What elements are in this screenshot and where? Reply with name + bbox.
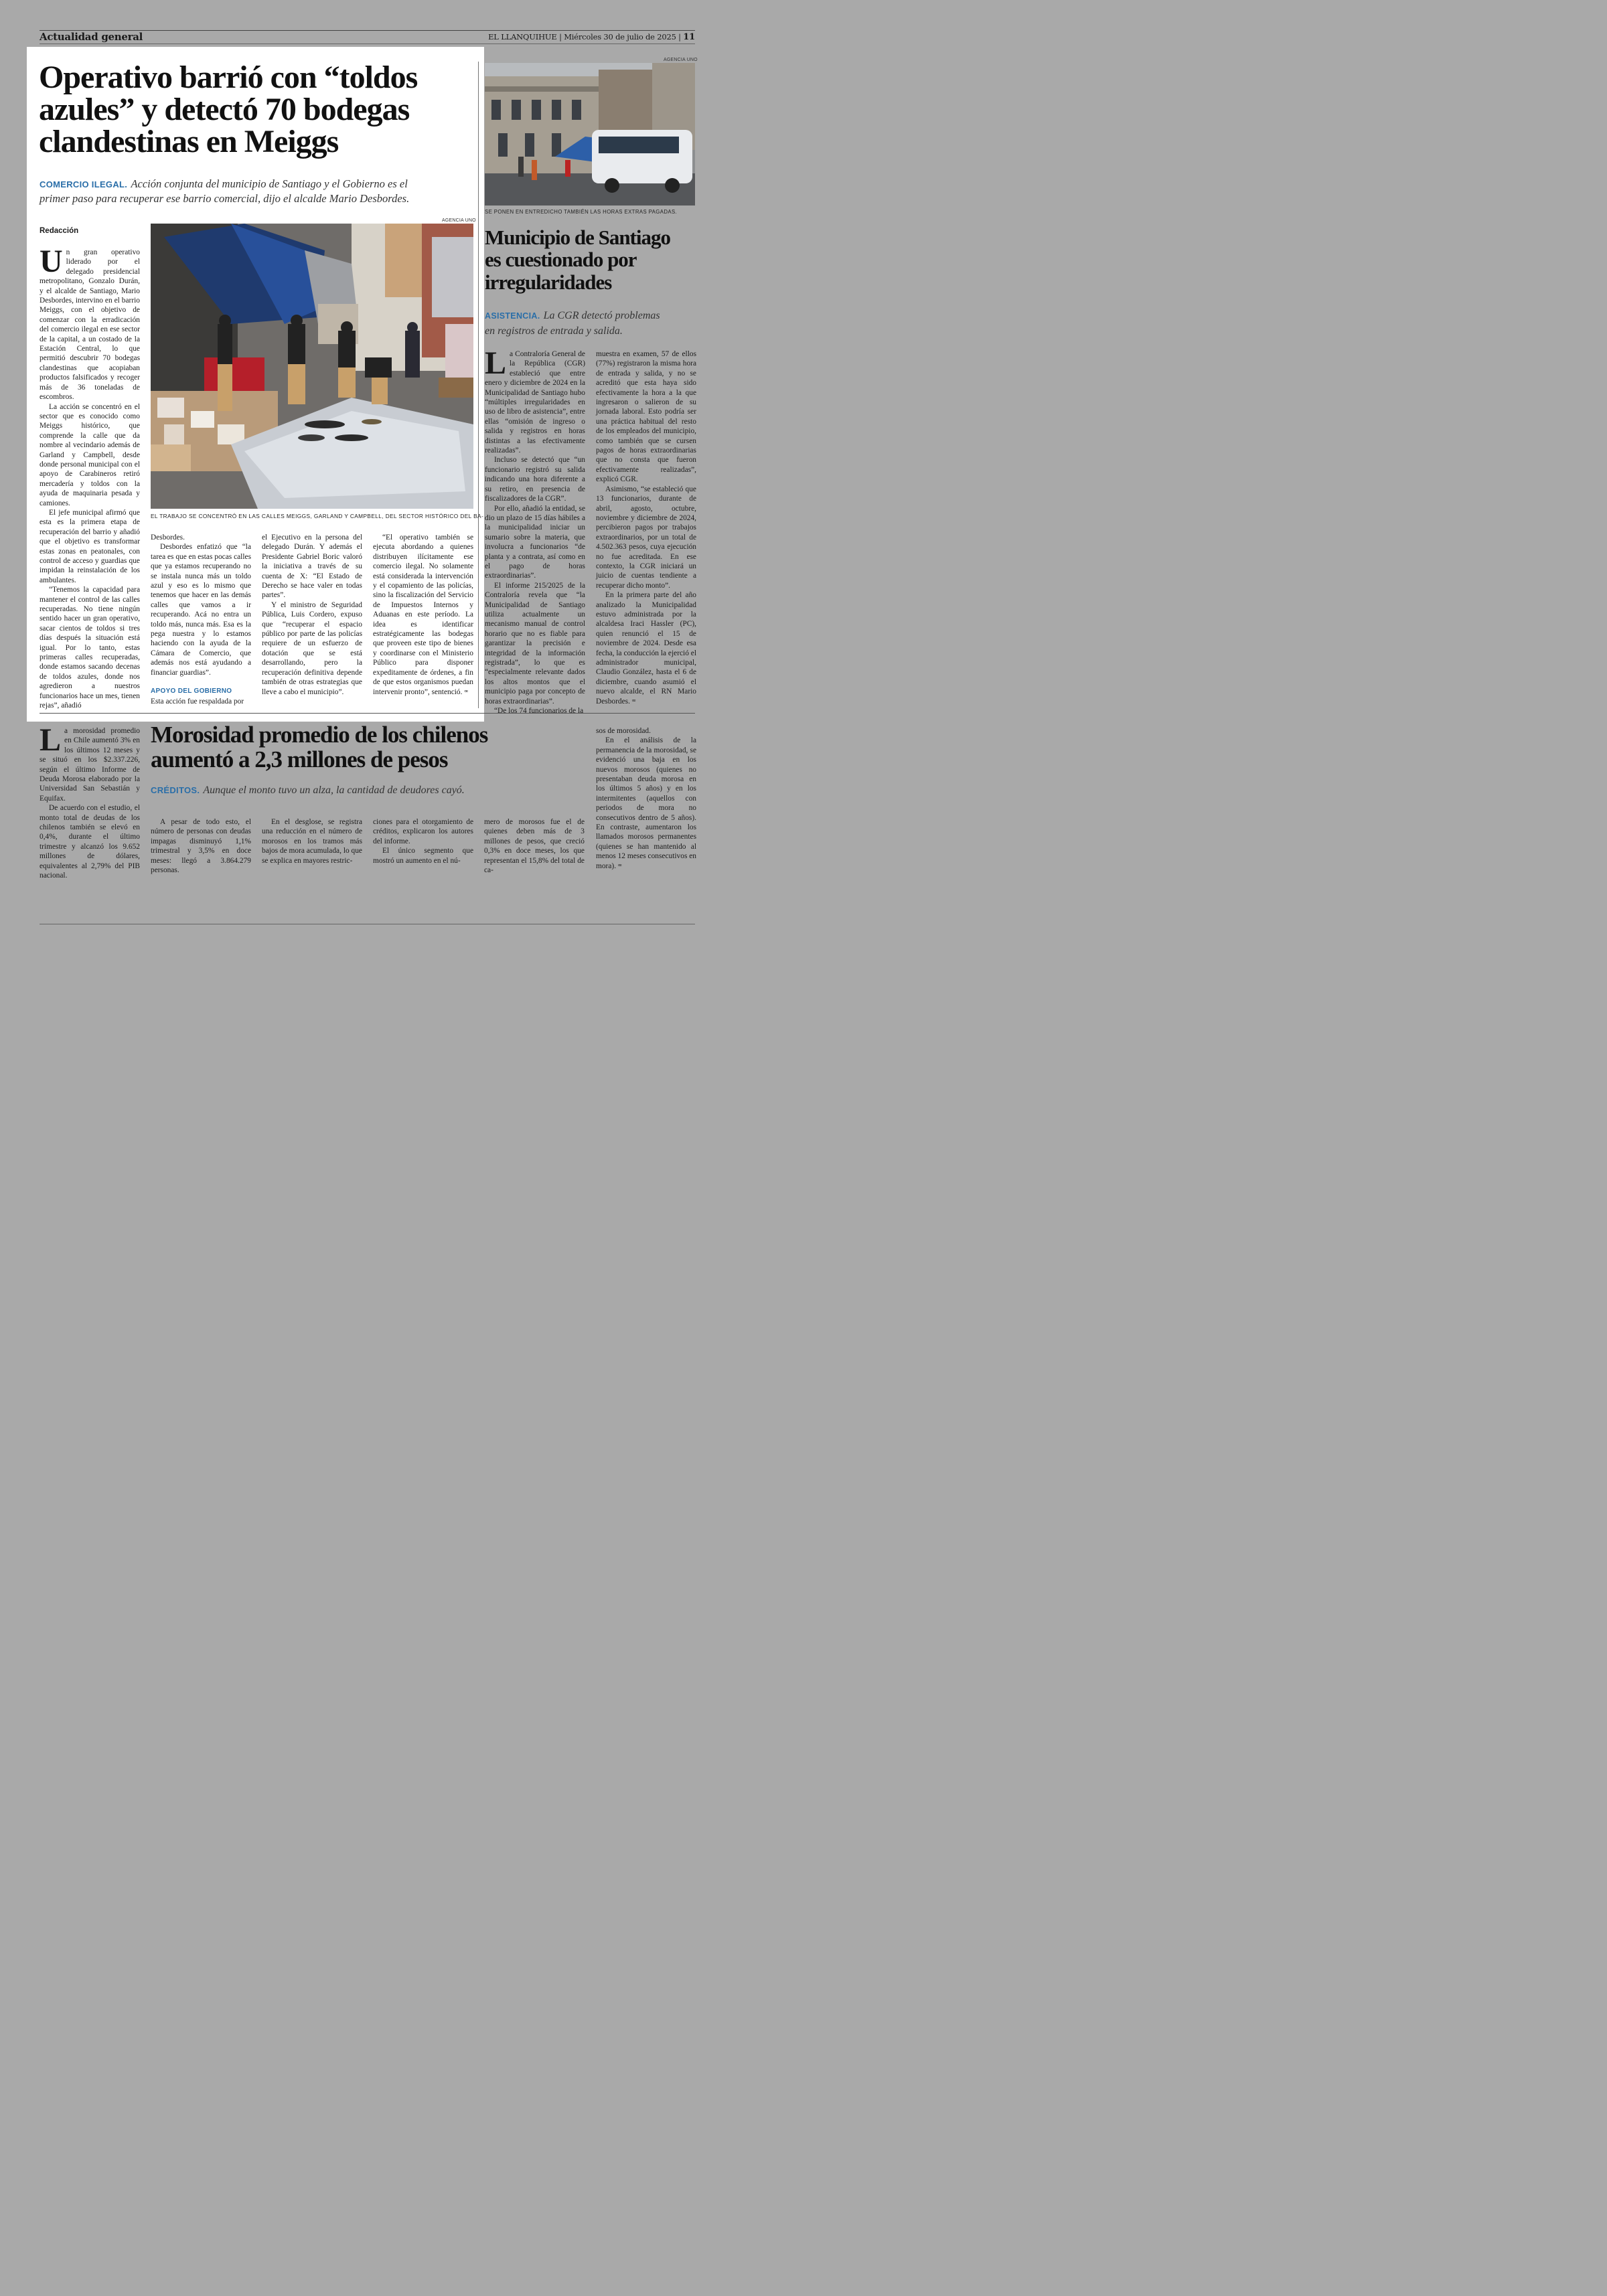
paragraph-text: “El operativo también se ejecuta abordando a quienes distribuyen ilícitamente ese comercio ilegal. No solamente está considerada la intervención y el copamiento de las policías, sino la fiscalización del Servicio de Impuestos Internos y Aduanas en este período. La idea es identificar estratégicamente las bodegas que proveen este tipo de bienes y coordinarse con el Ministerio Público para disponer expeditamente de órdenes, a fin de que estos organismos puedan intervenir pronto”, sentenció. [373, 534, 473, 696]
drop-cap: U [40, 244, 63, 279]
side-headline [485, 226, 699, 293]
paragraph-text: En el análisis de la permanencia de la morosidad, se evidenció una baja en los nuevos morosos (quienes no presentaban deuda morosa en los últimos 5 años) y en los intermitentes (aquellos con periodos de mora no consecutivos dentro de 5 años). En contraste, aumentaron los llamados morosos permanentes (quienes se han mantenido al menos 12 meses consecutivos en mora). [596, 736, 696, 870]
bottom-column-1 [40, 722, 140, 881]
bottom-headline-line: Morosidad promedio de los chilenos [151, 722, 488, 748]
bottom-column-2 [151, 817, 251, 875]
main-photo [151, 224, 473, 509]
side-photo-credit: AGENCIA UNO [664, 58, 698, 62]
side-deck-text: La CGR detectó problemas [543, 310, 660, 321]
main-subhead: APOYO DEL GOBIERNO [151, 687, 232, 695]
bottom-column-6 [596, 726, 696, 872]
main-kicker: COMERCIO ILEGAL. [40, 179, 128, 189]
bottom-paragraph [596, 736, 696, 872]
side-paragraph: Incluso se detectó que “un funcionario registró su salida indicando una hora diferente a su retiro, en presencia de fiscalizadores de la CGR”. [485, 456, 585, 503]
bottom-column-3 [262, 817, 362, 866]
main-headline [39, 62, 481, 158]
side-paragraph: Por ello, añadió la entidad, se dio un plazo de 15 días hábiles a la municipalidad iniciar un sumario sobre la materia, que involucra a funcionarios “de planta y a contrata, así como en el pago de horas extraordinarias”. [485, 504, 585, 580]
city-hall-photo-illustration [485, 63, 695, 206]
bottom-paragraph: sos de morosidad. [596, 727, 651, 735]
paragraph-text: a morosidad promedio en Chile aumentó 3% en los últimos 12 meses y se situó en los $2.337.226, según el último Informe de Deuda Morosa elaborado por la Universidad San Sebastián y Equifax. [40, 727, 140, 803]
publication-date: Miércoles 30 de julio de 2025 [564, 32, 676, 42]
main-paragraph: La acción se concentró en el sector que es conocido como Meiggs histórico, que comprende la calle que da nombre al vecindario además de Garland y Campbell, desde donde personal municipal con el apoyo de Carabineros retiró mercadería y toldos con la ayuda de maquinaria pesada y camiones. [40, 402, 140, 507]
page-folio: EL LLANQUIHUE | Miércoles 30 de julio de 2025 | 11 [488, 32, 695, 42]
bottom-deck-text: Aunque el monto tuvo un alza, la cantidad de deudores cayó. [203, 785, 465, 796]
bottom-paragraph: En el desglose, se registra una reducción en el número de morosos en los tramos más bajos de mora acumulada, lo que se explica en mayores restric- [262, 818, 362, 865]
publication-name: EL LLANQUIHUE [488, 32, 557, 42]
bottom-column-5 [484, 817, 585, 875]
main-headline-line: Operativo barrió con “toldos [39, 60, 418, 95]
side-paragraph [485, 345, 585, 455]
paragraph-text: a Contraloría General de la República (CGR) estableció que entre enero y diciembre de 2024 en la Municipalidad de Santiago hubo “múltiples irregularidades en uso de libro de asistencia”, entre ellas “omisión de ingreso o salida y registros en horas distintas a las efectivamente realizadas”. [485, 350, 585, 455]
side-headline-line: Municipio de Santiago [485, 226, 670, 249]
side-paragraph: El informe 215/2025 de la Contraloría revela que “la Municipalidad de Santiago utiliza actualmente un mecanismo manual de control horario que no es fiable para garantizar la precisión e integridad de la información registrada”, lo que es “especialmente relevante dados los altos montos que el municipio paga por concepto de horas extraordinarias”. [485, 581, 585, 706]
main-photo-credit: AGENCIA UNO [442, 218, 476, 223]
section-title: Actualidad general [40, 31, 143, 43]
side-paragraph: Asimismo, “se estableció que 13 funcionarios, durante de abril, agosto, octubre, noviembre y diciembre de 2024, percibieron pagos por trabajos extraordinarios, por un total de 4.502.363 pesos, cuya ejecución no fue acreditada. En ese contexto, la CGR iniciará un juicio de cuentas tendiente a recuperar dicho monto”. [596, 485, 696, 590]
side-paragraph [596, 590, 696, 707]
side-column-1 [485, 345, 585, 716]
main-deck-text: primer paso para recuperar ese barrio comercial, dijo el alcalde Mario Desbordes. [40, 192, 410, 205]
column-divider [478, 62, 479, 708]
main-paragraph: El jefe municipal afirmó que esta es la primera etapa de recuperación del barrio y añadió que el objetivo es transformar estas zonas en peatonales, con control de acceso y guardias que impidan la reinstalación de los ambulantes. [40, 508, 140, 584]
side-headline-line: es cuestionado por [485, 248, 637, 272]
main-column-4 [373, 533, 473, 698]
paragraph-text: n gran operativo liderado por el delegado presidencial metropolitano, Gonzalo Durán, y el alcalde de Santiago, Mario Desbordes, intervino en el barrio Meiggs, con el objetivo de comenzar con la erradicación del comercio ilegal en ese sector de la capital, a un costado de la Estación Central, lo que permitió descubrir 70 bodegas clandestinas que acopiaban productos falsificados y recoger más de 36 toneladas de escombros. [40, 248, 140, 402]
side-photo [485, 63, 695, 206]
main-paragraph: Desbordes. [151, 534, 185, 542]
paragraph-text: En la primera parte del año analizado la Municipalidad estuvo administrada por la alcaldesa Iraci Hassler (PC), quien renunció el 15 de noviembre de 2024. Desde esa fecha, la conducción la ejerció el administrador municipal, Claudio González, hasta el 6 de diciembre, cuando asumió el nuevo alcalde, el RN Mario Desbordes. [596, 591, 696, 706]
main-headline-line: clandestinas en Meiggs [39, 124, 339, 159]
drop-cap: L [485, 345, 507, 381]
bottom-paragraph: mero de morosos fue el de quienes deben más de 3 millones de pesos, que creció 0,3% en doce meses, los que representan el 15,8% del total de ca- [484, 818, 585, 875]
bottom-paragraph: El único segmento que mostró un aumento en el nú- [373, 847, 473, 865]
end-mark-icon: ꟹ [464, 689, 469, 696]
bottom-deck [151, 783, 579, 797]
bottom-paragraph: A pesar de todo esto, el número de personas con deudas impagas disminuyó 1,1% trimestral y 3,5% en doce meses: llegó a 3.864.279 personas. [151, 818, 251, 875]
bottom-headline-line: aumentó a 2,3 millones de pesos [151, 746, 448, 772]
side-headline-line: irregularidades [485, 270, 612, 294]
side-column-2 [596, 349, 696, 707]
bottom-paragraph: De acuerdo con el estudio, el monto total de deudas de los chilenos también se elevó en 0,4%, durante el último trimestre y alcanzó los 9.652 millones de dólares, equivalentes al 2,79% del PIB nacional. [40, 804, 140, 880]
market-photo-illustration [151, 224, 473, 509]
main-paragraph: Desbordes enfatizó que “la tarea es que en estas pocas calles que ya estamos recuperando no se instala nunca más un toldo azul y eso es lo mismo que tenemos que hacer en las demás calles que vamos a ir recuperando. Acá no entra un toldo más, nunca más. Esa es la pega nuestra y lo estamos haciendo con la ayuda de la Cámara de Comercio, que además nos está ayudando a financiar guardias”. [151, 543, 251, 677]
bottom-paragraph: ciones para el otorgamiento de créditos, explicaron los autores del informe. [373, 818, 473, 845]
bottom-article-rule [40, 713, 695, 714]
main-paragraph: el Ejecutivo en la persona del delegado Durán. Y además el Presidente Gabriel Boric valoró la iniciativa a través de su cuenta de X: “El Estado de Derecho se hace valer en todas partes”. [262, 534, 362, 600]
main-paragraph: Y el ministro de Seguridad Pública, Luis Cordero, expuso que “recuperar el espacio público por parte de las policías requiere de un esfuerzo de dotación que se está desarrollando, pero la recuperación definitiva depende también de otras estrategias que lleve a cabo el municipio”. [262, 600, 362, 696]
main-deck [40, 177, 475, 206]
page-number: 11 [683, 32, 695, 42]
main-paragraph [40, 244, 140, 402]
main-photo-caption: EL TRABAJO SE CONCENTRÓ EN LAS CALLES MEIGGS, GARLAND Y CAMPBELL, DEL SECTOR HISTÓRICO DEL BA- [151, 513, 484, 519]
end-mark-icon: ꟹ [617, 863, 622, 870]
side-paragraph: “De los 74 funcionarios de la [494, 707, 584, 716]
main-paragraph: Esta acción fue respaldada por [151, 697, 244, 706]
main-column-2 [151, 533, 251, 706]
drop-cap: L [40, 722, 62, 758]
bottom-paragraph [40, 722, 140, 803]
side-kicker: ASISTENCIA. [485, 311, 540, 321]
main-column-1 [40, 244, 140, 711]
side-photo-caption: SE PONEN EN ENTREDICHO TAMBIÉN LAS HORAS EXTRAS PAGADAS. [485, 209, 678, 215]
main-paragraph: “Tenemos la capacidad para mantener el control de las calles recuperadas. No tiene ningún sentido hacer un gran operativo, sacar cientos de toldos si tres días después la situación está igual. Por lo tanto, estas primeras calles recuperadas, donde estamos sacando decenas de toldos azules, donde nos agredieron a nuestros funcionarios hace un mes, tienen rejas”, añadió [40, 586, 140, 710]
bottom-column-4 [373, 817, 473, 866]
end-mark-icon: ꟹ [631, 698, 636, 706]
side-deck-text: en registros de entrada y salida. [485, 325, 623, 337]
bottom-headline [151, 723, 586, 772]
byline: Redacción [40, 227, 79, 235]
main-column-3 [262, 533, 362, 697]
side-paragraph: muestra en examen, 57 de ellos (77%) registraron la misma hora de entrada y salida, y no se acreditó que esta haya sido efectivamente la hora a la que ingresaron o salieron de su jornada laboral. Esto podría ser una práctica habitual del resto de los empleados del municipio, como también que se cursen pagos de horas extraordinarias que no consta que fueron efectivamente realizadas”, explicó CGR. [596, 350, 696, 484]
main-headline-line: azules” y detectó 70 bodegas [39, 92, 410, 127]
main-paragraph [373, 533, 473, 698]
main-deck-text: Acción conjunta del municipio de Santiago y el Gobierno es el [131, 177, 408, 190]
side-deck [485, 308, 699, 338]
bottom-kicker: CRÉDITOS. [151, 785, 200, 795]
